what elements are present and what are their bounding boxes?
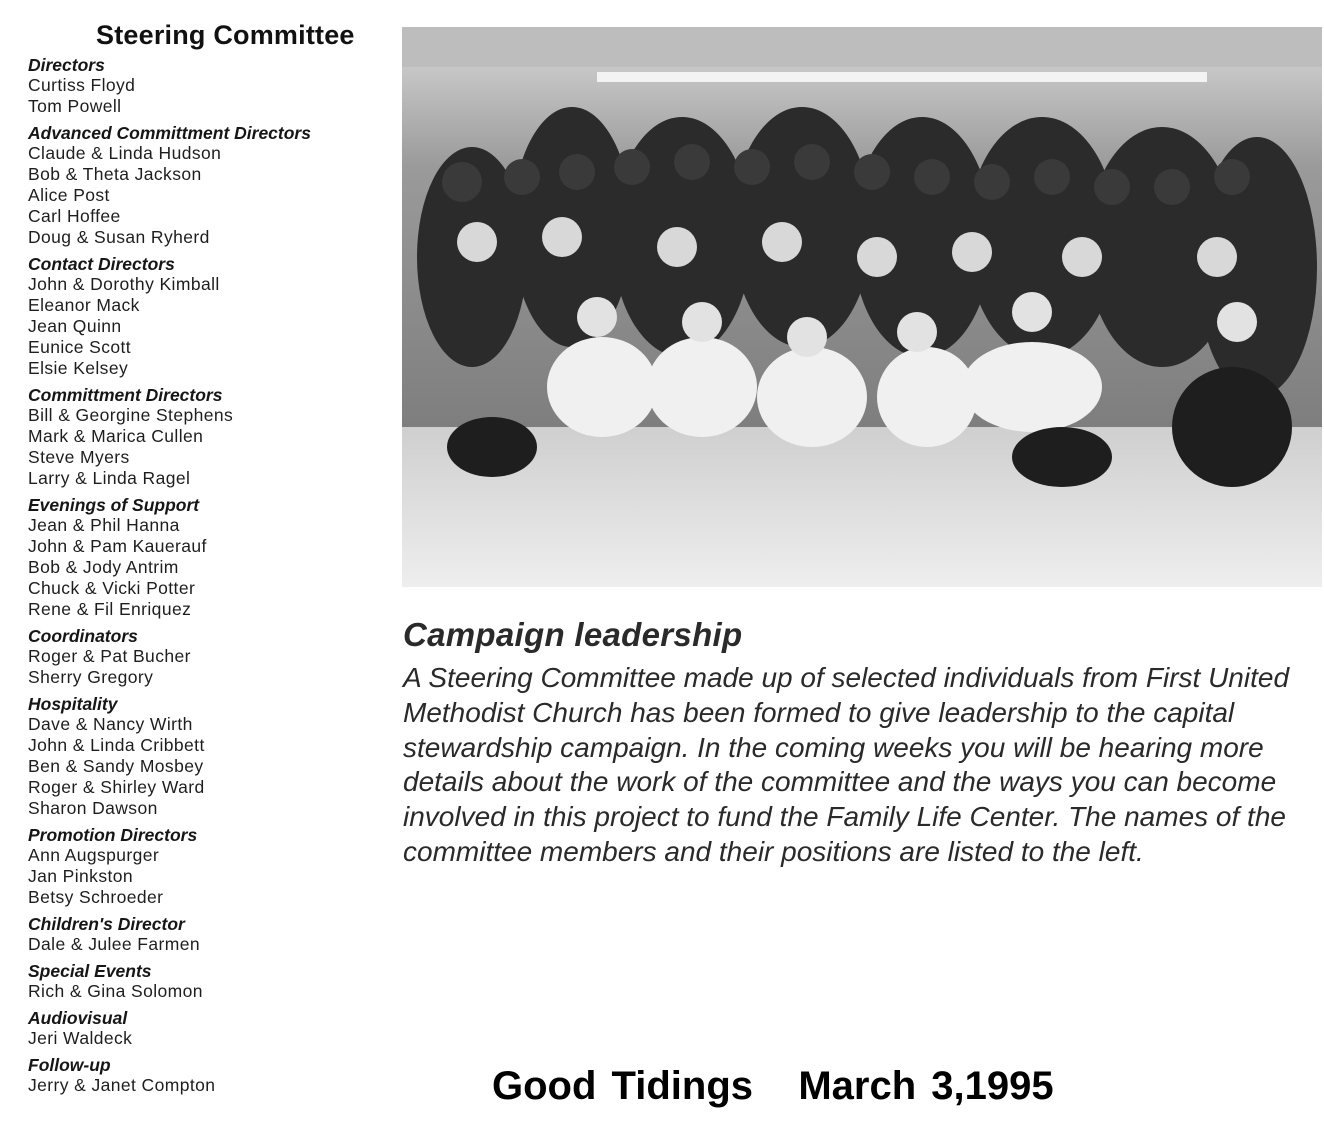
committee-member: Rich & Gina Solomon <box>28 981 203 1001</box>
committee-member: Ben & Sandy Mosbey <box>28 756 204 776</box>
committee-group <box>28 385 398 489</box>
committee-member: Ann Augspurger <box>28 845 160 865</box>
publication-date: March 3,1995 <box>798 1064 1054 1108</box>
committee-member: Jean & Phil Hanna <box>28 515 180 535</box>
committee-member: Chuck & Vicki Potter <box>28 578 196 598</box>
group-heading: Coordinators <box>28 626 138 646</box>
committee-group <box>28 914 398 955</box>
group-heading: Evenings of Support <box>28 495 200 515</box>
sidebar-title: Steering Committee <box>96 20 355 50</box>
group-heading: Promotion Directors <box>28 825 198 845</box>
group-heading: Committment Directors <box>28 385 223 405</box>
committee-groups <box>28 55 398 1096</box>
committee-member: Roger & Pat Bucher <box>28 646 191 666</box>
committee-member: Bob & Jody Antrim <box>28 557 179 577</box>
committee-member: John & Dorothy Kimball <box>28 274 220 294</box>
committee-member: Sherry Gregory <box>28 667 154 687</box>
group-heading: Special Events <box>28 961 152 981</box>
group-heading: Contact Directors <box>28 254 175 274</box>
group-heading: Advanced Committment Directors <box>28 123 311 143</box>
committee-member: Jean Quinn <box>28 316 122 336</box>
committee-member: Rene & Fil Enriquez <box>28 599 192 619</box>
committee-member: Elsie Kelsey <box>28 358 129 378</box>
committee-group <box>28 55 398 117</box>
committee-member: Claude & Linda Hudson <box>28 143 222 163</box>
committee-member: Roger & Shirley Ward <box>28 777 205 797</box>
committee-group <box>28 123 398 248</box>
committee-member: Curtiss Floyd <box>28 75 136 95</box>
committee-member: John & Linda Cribbett <box>28 735 205 755</box>
committee-member: John & Pam Kauerauf <box>28 536 207 556</box>
steering-committee-sidebar <box>28 20 398 1102</box>
group-heading: Children's Director <box>28 914 185 934</box>
committee-member: Eunice Scott <box>28 337 132 357</box>
committee-member: Alice Post <box>28 185 110 205</box>
committee-group <box>28 626 398 688</box>
committee-group <box>28 961 398 1002</box>
committee-member: Jeri Waldeck <box>28 1028 133 1048</box>
committee-member: Betsy Schroeder <box>28 887 164 907</box>
group-photo-image <box>402 27 1322 587</box>
committee-member: Tom Powell <box>28 96 122 116</box>
publication-footer <box>492 1064 1054 1109</box>
committee-group <box>28 495 398 620</box>
committee-group <box>28 1008 398 1049</box>
committee-member: Jerry & Janet Compton <box>28 1075 216 1095</box>
group-photo <box>402 27 1322 587</box>
committee-member: Mark & Marica Cullen <box>28 426 204 446</box>
committee-group <box>28 694 398 819</box>
committee-member: Larry & Linda Ragel <box>28 468 191 488</box>
group-heading: Hospitality <box>28 694 118 714</box>
committee-member: Eleanor Mack <box>28 295 140 315</box>
group-heading: Audiovisual <box>28 1008 128 1028</box>
committee-member: Bill & Georgine Stephens <box>28 405 234 425</box>
committee-member: Doug & Susan Ryherd <box>28 227 210 247</box>
publication-name: Good Tidings <box>492 1064 754 1108</box>
group-heading: Follow-up <box>28 1055 111 1075</box>
committee-member: Jan Pinkston <box>28 866 133 886</box>
committee-member: Dave & Nancy Wirth <box>28 714 193 734</box>
committee-member: Dale & Julee Farmen <box>28 934 200 954</box>
committee-group <box>28 254 398 379</box>
committee-member: Bob & Theta Jackson <box>28 164 202 184</box>
article-headline: Campaign leadership <box>403 616 743 653</box>
footer-spacer <box>753 1064 798 1108</box>
group-heading: Directors <box>28 55 105 75</box>
committee-member: Carl Hoffee <box>28 206 121 226</box>
committee-group <box>28 1055 398 1096</box>
article-body: A Steering Committee made up of selected individuals from First United Methodist Church has been formed to give leadership to the capital stewardship campaign. In the coming weeks you will be hearing more details about the work of the committee and the ways you can become involved in this project to fund the Family Life Center. The names of the committee members and their positions are listed to the left. <box>403 662 1290 867</box>
committee-member: Sharon Dawson <box>28 798 158 818</box>
committee-group <box>28 825 398 908</box>
committee-member: Steve Myers <box>28 447 130 467</box>
